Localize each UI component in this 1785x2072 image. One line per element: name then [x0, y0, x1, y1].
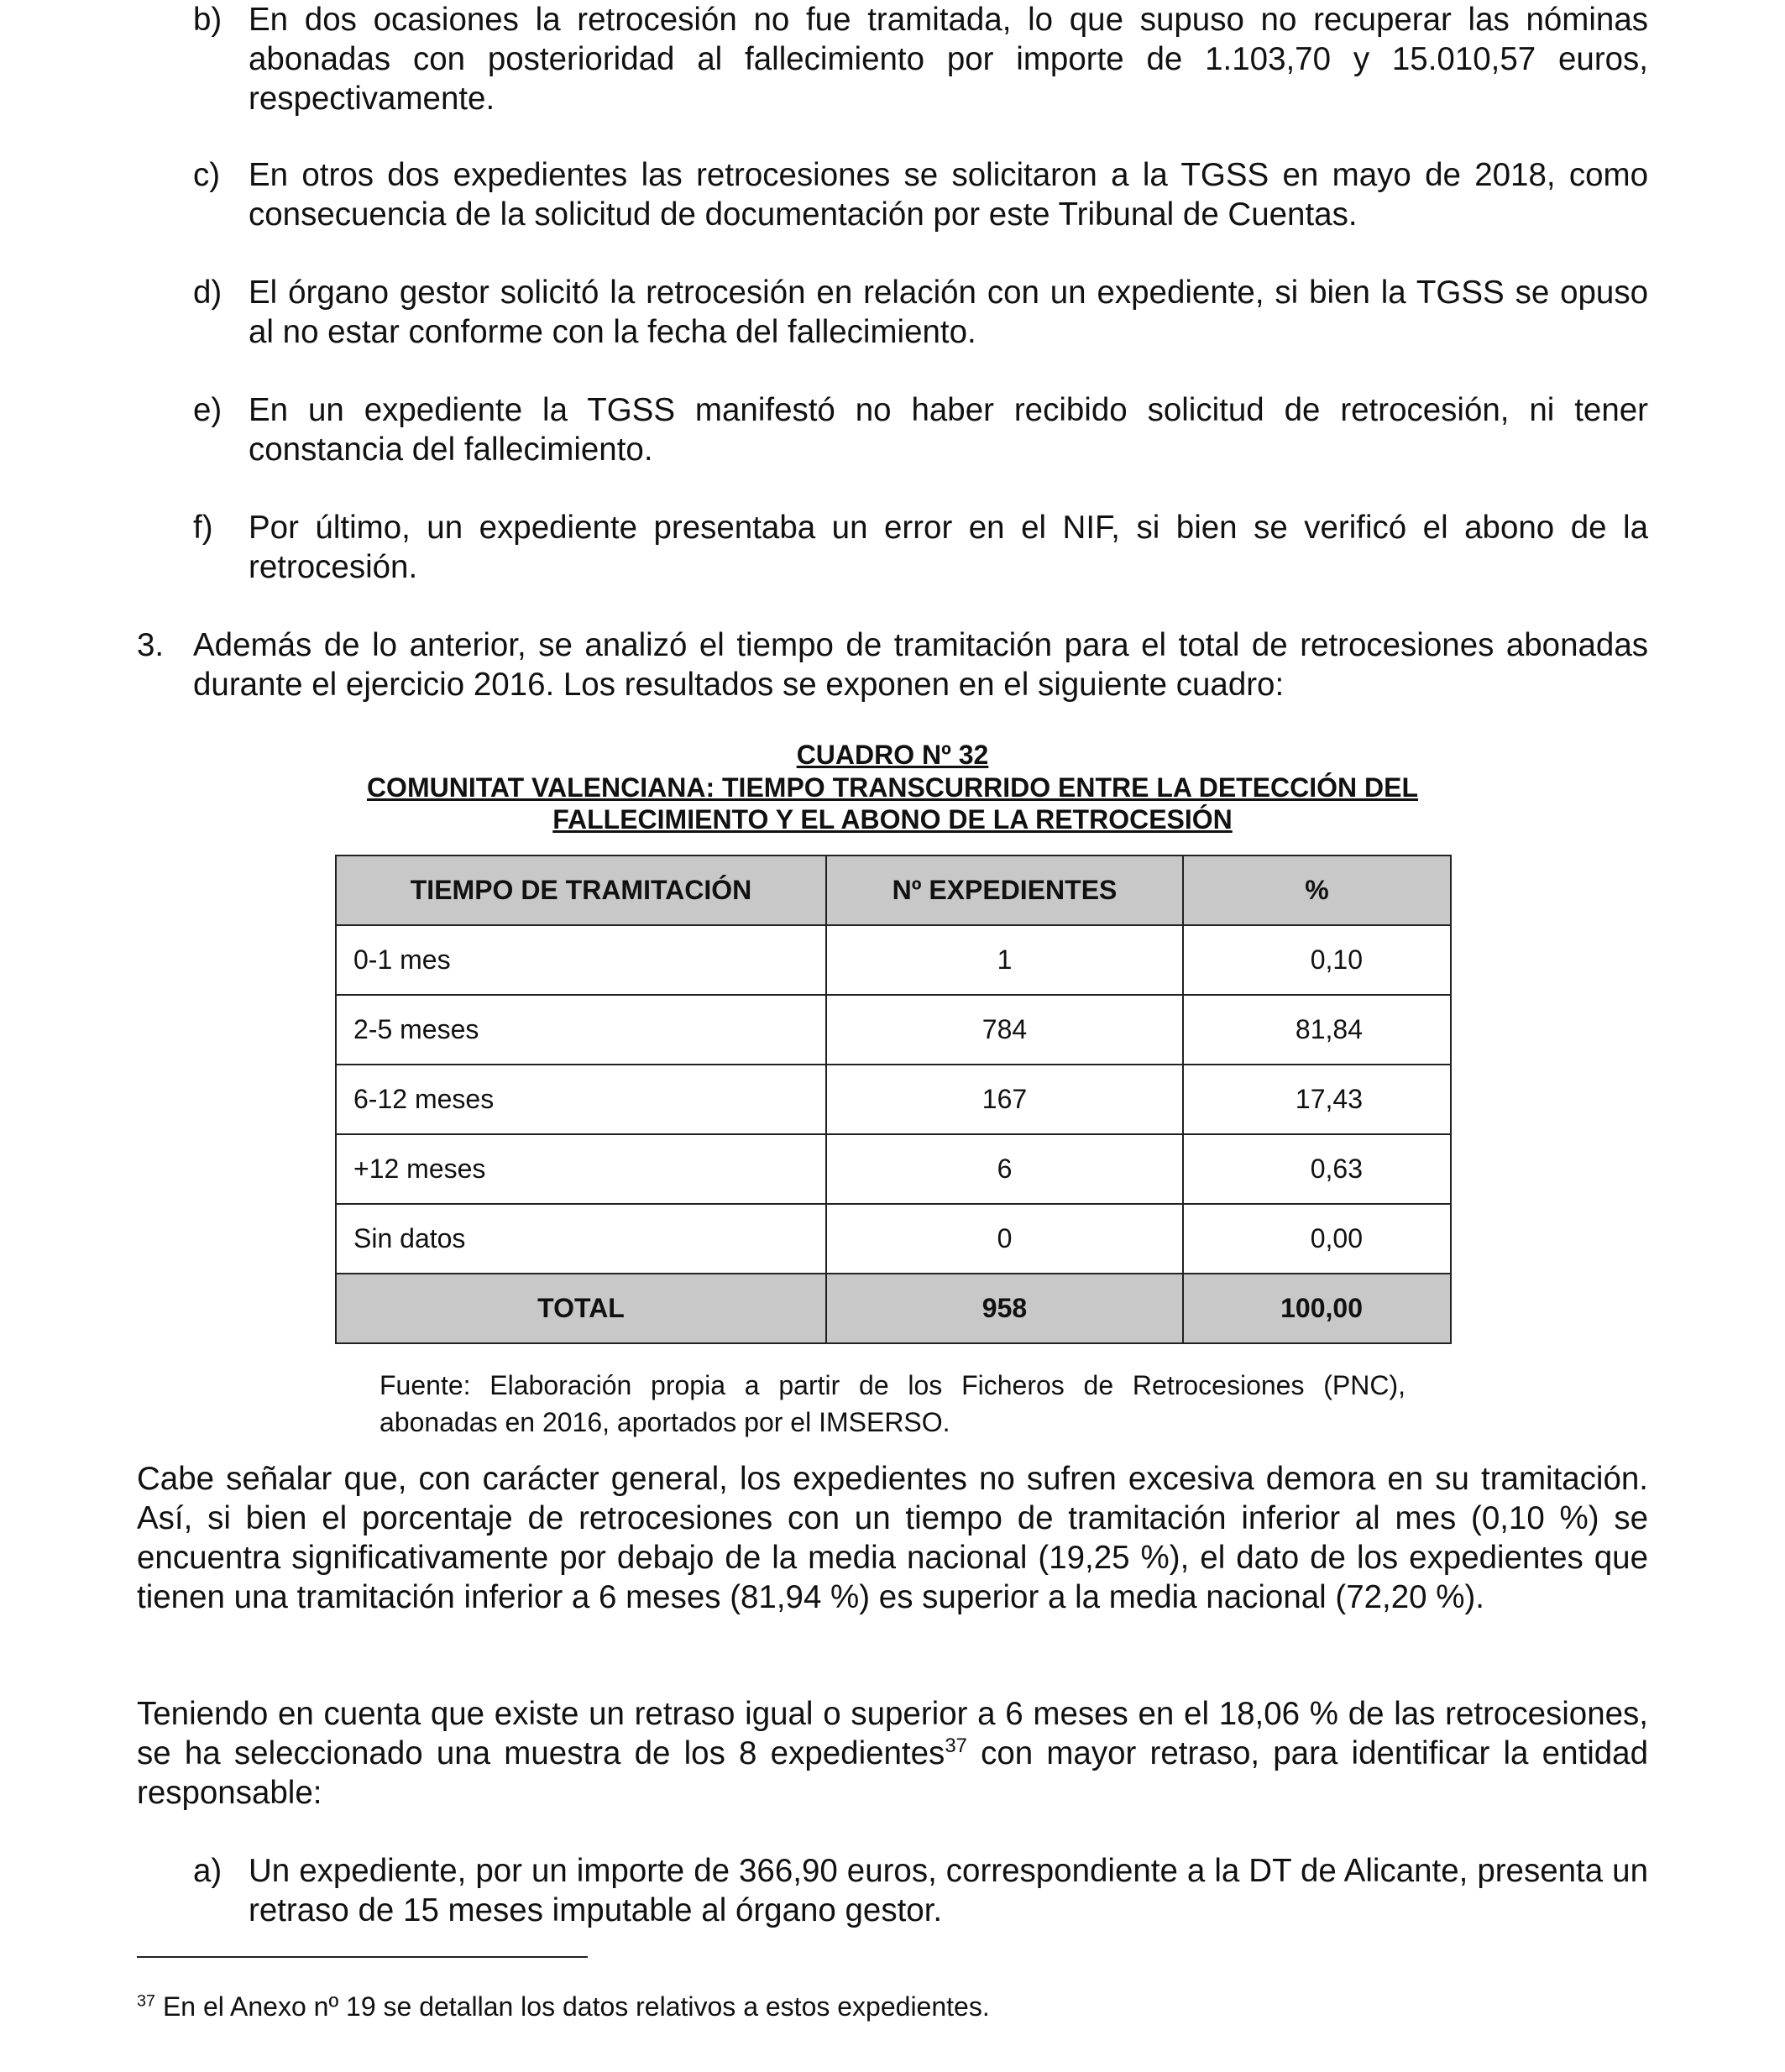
total-label: TOTAL	[336, 1274, 826, 1343]
list-label: f)	[193, 510, 213, 546]
list-text: En otros dos expedientes las retrocesiones se solicitaron a la TGSS en mayo de 2018, como consecuencia de la solicitud de documentación por este Tribunal de Cuentas.	[249, 157, 1648, 233]
footnote-text: En el Anexo nº 19 se detallan los datos relativos a estos expedientes.	[155, 1991, 990, 2022]
header-tiempo: TIEMPO DE TRAMITACIÓN	[336, 855, 826, 925]
list-text: Por último, un expediente presentaba un error en el NIF, si bien se verificó el abono de la retrocesión.	[249, 510, 1648, 585]
caption-title-line1: COMUNITAT VALENCIANA: TIEMPO TRANSCURRIDO ENTRE LA DETECCIÓN DEL	[366, 772, 1419, 803]
table-row	[336, 1065, 1451, 1134]
cell-percent: 81,84	[1183, 995, 1451, 1065]
table-row	[336, 925, 1451, 995]
cell-percent: 17,43	[1183, 1065, 1451, 1134]
list-label: a)	[193, 1853, 222, 1889]
list-text: Un expediente, por un importe de 366,90 euros, correspondiente a la DT de Alicante, presenta un retraso de 15 meses imputable al órgano gestor.	[249, 1853, 1648, 1928]
table-row	[336, 995, 1451, 1065]
list-text: El órgano gestor solicitó la retrocesión en relación con un expediente, si bien la TGSS se opuso al no estar conforme con la fecha del fallecimiento.	[249, 275, 1648, 350]
list-label: c)	[193, 157, 221, 193]
footnote-separator	[137, 1956, 588, 1958]
list-text: En un expediente la TGSS manifestó no haber recibido solicitud de retrocesión, ni tener constancia del fallecimiento.	[249, 392, 1648, 468]
table-row	[336, 1134, 1451, 1204]
paragraph-demora: Cabe señalar que, con carácter general, los expedientes no sufren excesiva demora en su tramitación. Así, si bien el porcentaje de retrocesiones con un tiempo de tramitación inferior al mes (0,10 %) se encuentra significativamente por debajo de la media nacional (19,25 %), el dato de los expedientes que tienen una tramitación inferior a 6 meses (81,94 %) es superior a la media nacional (72,20 %).	[137, 1461, 1648, 1615]
caption-number: CUADRO Nº 32	[796, 740, 989, 770]
table-total-row	[336, 1274, 1451, 1343]
table-row	[336, 1204, 1451, 1274]
point-number: 3.	[137, 627, 165, 663]
list-label: e)	[193, 392, 222, 428]
total-percent: 100,00	[1183, 1274, 1451, 1343]
cell-period: 2-5 meses	[336, 995, 826, 1065]
point-text: Además de lo anterior, se analizó el tiempo de tramitación para el total de retrocesiones abonadas durante el ejercicio 2016. Los resultados se exponen en el siguiente cuadro:	[193, 627, 1648, 703]
cell-period: +12 meses	[336, 1134, 826, 1204]
cell-percent: 0,00	[1183, 1204, 1451, 1274]
footnote-number: 37	[137, 1991, 156, 2011]
paragraph-muestra-text-end: con mayor retraso, para identificar la entidad responsable:	[137, 1735, 1648, 1811]
list-label: d)	[193, 275, 222, 311]
header-expedientes: Nº EXPEDIENTES	[826, 855, 1183, 925]
table-header-row	[336, 855, 1451, 925]
cell-percent: 0,63	[1183, 1134, 1451, 1204]
table-caption	[334, 739, 1451, 836]
cell-count: 1	[826, 925, 1183, 995]
list-text: En dos ocasiones la retrocesión no fue tramitada, lo que supuso no recuperar las nóminas abonadas con posterioridad al fallecimiento por importe de 1.103,70 y 15.010,57 euros, respectivamente.	[249, 2, 1648, 117]
list-label: b)	[193, 2, 222, 38]
processing-time-table	[335, 855, 1452, 1344]
table-source-note: Fuente: Elaboración propia a partir de los Ficheros de Retrocesiones (PNC), abonadas en 2016, aportados por el IMSERSO.	[380, 1370, 1405, 1437]
cell-period: 0-1 mes	[336, 925, 826, 995]
cell-period: Sin datos	[336, 1204, 826, 1274]
header-percent: %	[1183, 855, 1451, 925]
total-count: 958	[826, 1274, 1183, 1343]
cell-count: 167	[826, 1065, 1183, 1134]
cell-count: 0	[826, 1204, 1183, 1274]
cell-period: 6-12 meses	[336, 1065, 826, 1134]
cell-count: 6	[826, 1134, 1183, 1204]
footnote	[137, 1990, 990, 2023]
cell-percent: 0,10	[1183, 925, 1451, 995]
caption-title-line2: FALLECIMIENTO Y EL ABONO DE LA RETROCESIÓN	[552, 804, 1233, 835]
footnote-ref[interactable]: 37	[945, 1735, 967, 1758]
paragraph-muestra-text: Teniendo en cuenta que existe un retraso igual o superior a 6 meses en el 18,06 % de las retrocesiones, se ha seleccionado una muestra de los 8 expedientes	[137, 1696, 1648, 1771]
cell-count: 784	[826, 995, 1183, 1065]
paragraph-muestra	[137, 1694, 1648, 1813]
